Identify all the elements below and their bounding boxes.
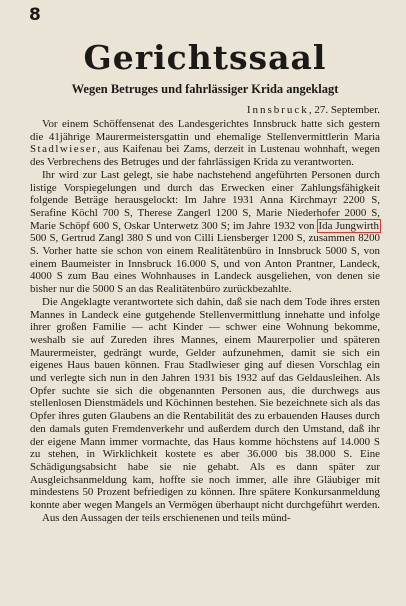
paragraph-text: Vor einem Schöffensenat des Landesgerichtes Innsbruck hatte sich gestern die 41jährige Maurermeistersgattin und ehemalige Stellenvermittlerin Maria: [30, 118, 380, 143]
article-paragraph-1: [30, 118, 380, 169]
paragraph-text: Ihr wird zur Last gelegt, sie habe nachstehend angeführten Personen durch listige Vorspiegelungen und durch das Erwecken einer Zahlungsfähigkeit folgende Beträge herausgelockt: Im Jahre 1931 Anna Kirchmayr 2200 S, Serafine Köchl 700 S, Therese Zangerl 1200 S, Marie Niederhofer 2000 S, Marie Schöpf 600 S, Oskar Unterwetz 300 S; im Jahre 1932 von: [30, 168, 380, 232]
section-title: Gerichtssaal: [83, 38, 327, 77]
spaced-name: Stadlwieser: [30, 143, 98, 156]
paragraph-text: Die Angeklagte verantwortete sich dahin, daß sie nach dem Tode ihres ersten Mannes in Landeck eine gutgehende Stellenvermittlung innehatte und infolge ihrer großen Familie — acht Kinder — schwer eine Wohnung bekomme, weshalb sie auf Zureden ihres Mannes, einem Maurerpolier und späteren Maurermeister, gedrängt wurde, Gelder aufzunehmen, damit sie sich ein eigenes Haus bauen können. Frau Stadlwieser ging auf diesen Vorschlag ein und verlegte sich nun in den Jahren 1931 bis 1932 auf das Geldausleihen. Als Opfer suchte sie sich die obgenannten Personen aus, die durchwegs aus stellenlosen Dienstmädels und Köchinnen bestehen. Sie bezeichnete sich als das Opfer ihres guten Glaubens an die Rentabilität des zu erbauenden Hauses durch den damals guten Fremdenverkehr und außerdem durch den Umstand, daß ihr der eigene Mann immer vormachte, das Haus komme höchstens auf 14.000 S zu stehen, in Wirklichkeit kostete es aber 36.000 bis 38.000 S. Eine Schädigungsabsicht habe sie nie gehabt. Als es dann später zur Ausgleichsanmeldung kam, hoffte sie noch immer, alle ihre Gläubiger mit mindestens 50 Prozent befriedigen zu können. Ihre spätere Konkursanmeldung konnte aber wegen Mangels an Vermögen überhaupt nicht durchgeführt werden.: [30, 295, 380, 512]
paragraph-text: , aus Kaifenau bei Zams, derzeit in Lustenau wohnhaft, wegen des Verbrechens des Betruges und der fahrlässigen Krida zu verantworten.: [30, 143, 380, 169]
paragraph-text: 500 S, Gertrud Zangl 380 S und von Cilli Liensberger 1200 S, zusammen 8200 S. Vorher hatte sie schon von einem Realitätenbüro in Innsbruck 5000 S, von einem Baumeister in Innsbruck 16.000 S, und von Anton Prantner, Landeck, 4000 S zum Bau eines Wohnhauses in Landeck ausgeliehen, von denen sie bisher nur die 5000 S an das Realitätenbüro zurückbezahlte.: [30, 232, 380, 296]
dateline-date: , 27. September.: [308, 104, 380, 116]
article-body: [30, 118, 380, 525]
article-paragraph-4: [30, 512, 380, 525]
highlighted-name: Ida Jungwirth: [318, 219, 379, 232]
page-number: 8: [29, 5, 41, 25]
article-paragraph-2: [30, 169, 380, 296]
article-dateline: [30, 103, 380, 117]
dateline-place: Innsbruck: [246, 104, 309, 116]
article-headline: Wegen Betruges und fahrlässiger Krida angeklagt: [71, 82, 339, 96]
article-paragraph-3: [30, 296, 380, 512]
paragraph-text: Aus den Aussagen der teils erschienenen und teils münd-: [42, 511, 291, 524]
